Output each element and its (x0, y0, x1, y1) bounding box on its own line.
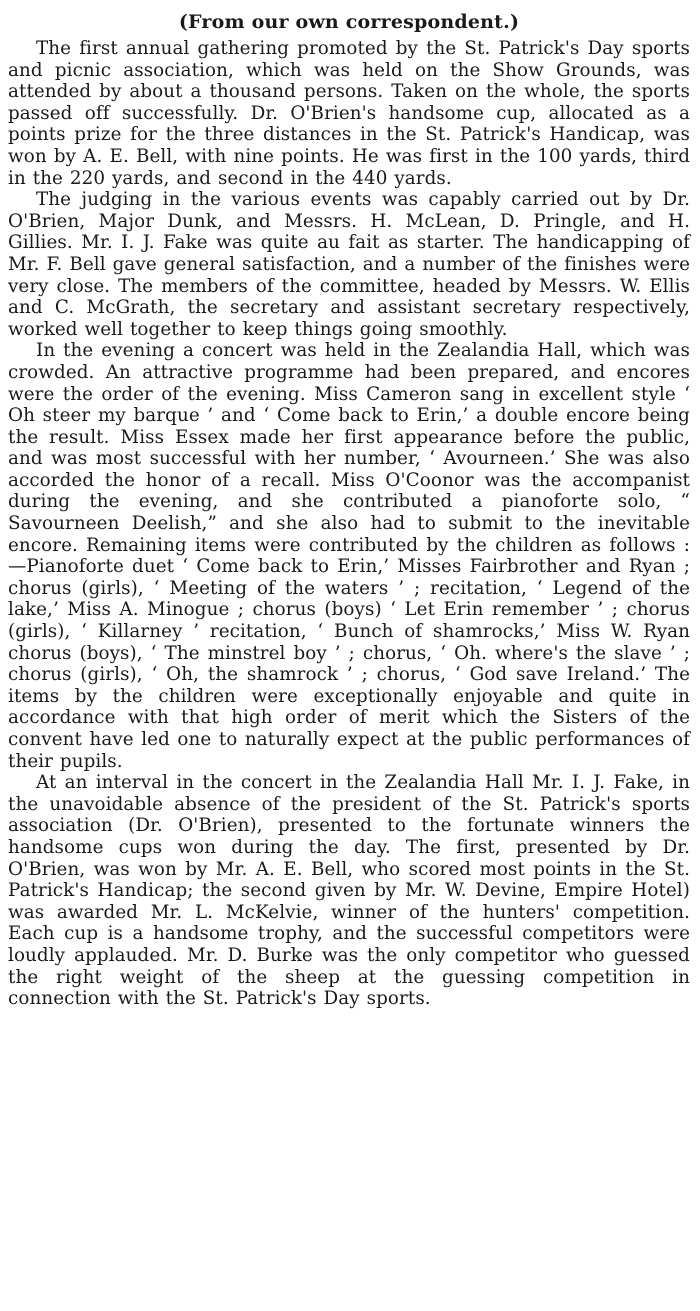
article-heading: (From our own correspondent.) (178, 11, 520, 33)
article-paragraph-4: At an interval in the concert in the Zealandia Hall Mr. I. J. Fake, in the unavoidable absence of the president of the St. Patrick's sports association (Dr. O'Brien), presented to the fortunate winners the handsome cups won during the day. The first, presented by Dr. O'Brien, was won by Mr. A. E. Bell, who scored most points in the St. Patrick's Handicap; the second given by Mr. W. Devine, Empire Hotel) was awarded Mr. L. McKelvie, winner of the hunters' competition. Each cup is a handsome trophy, and the successful competitors were loudly applauded. Mr. D. Burke was the only competitor who guessed the right weight of the sheep at the guessing competition in connection with the St. Patrick's Day sports. (8, 772, 690, 1010)
article-paragraph-2: The judging in the various events was capably carried out by Dr. O'Brien, Major Dunk, and Messrs. H. McLean, D. Pringle, and H. Gillies. Mr. I. J. Fake was quite au fait as starter. The handicapping of Mr. F. Bell gave general satisfaction, and a number of the finishes were very close. The members of the committee, headed by Messrs. W. Ellis and C. McGrath, the secretary and assistant secretary respectively, worked well together to keep things going smoothly. (8, 189, 690, 340)
article-paragraph-3: In the evening a concert was held in the Zealandia Hall, which was crowded. An attractive programme had been prepared, and encores were the order of the evening. Miss Cameron sang in excellent style ‘ Oh steer my barque ’ and ‘ Come back to Erin,’ a double encore being the result. Miss Essex made her first appearance before the public, and was most successful with her number, ‘ Avourneen.’ She was also accorded the honor of a recall. Miss O'Coonor was the accompanist during the evening, and she contributed a pianoforte solo, “ Savourneen Deelish,” and she also had to submit to the inevitable encore. Remaining items were contributed by the children as follows :—Pianoforte duet ‘ Come back to Erin,’ Misses Fairbrother and Ryan ; chorus (girls), ‘ Meeting of the waters ’ ; recitation, ‘ Legend of the lake,’ Miss A. Minogue ; chorus (boys) ‘ Let Erin remember ’ ; chorus (girls), ‘ Killarney ’ recitation, ‘ Bunch of shamrocks,’ Miss W. Ryan chorus (boys), ‘ The minstrel boy ’ ; chorus, ‘ Oh. where's the slave ’ ; chorus (girls), ‘ Oh, the shamrock ’ ; chorus, ‘ God save Ireland.’ The items by the children were exceptionally enjoyable and quite in accordance with that high order of merit which the Sisters of the convent have led one to naturally expect at the public performances of their pupils. (8, 340, 690, 772)
article-paragraph-1: The first annual gathering promoted by the St. Patrick's Day sports and picnic association, which was held on the Show Grounds, was attended by about a thousand persons. Taken on the whole, the sports passed off successfully. Dr. O'Brien's handsome cup, allocated as a points prize for the three distances in the St. Patrick's Handicap, was won by A. E. Bell, with nine points. He was first in the 100 yards, third in the 220 yards, and second in the 440 yards. (8, 38, 690, 189)
